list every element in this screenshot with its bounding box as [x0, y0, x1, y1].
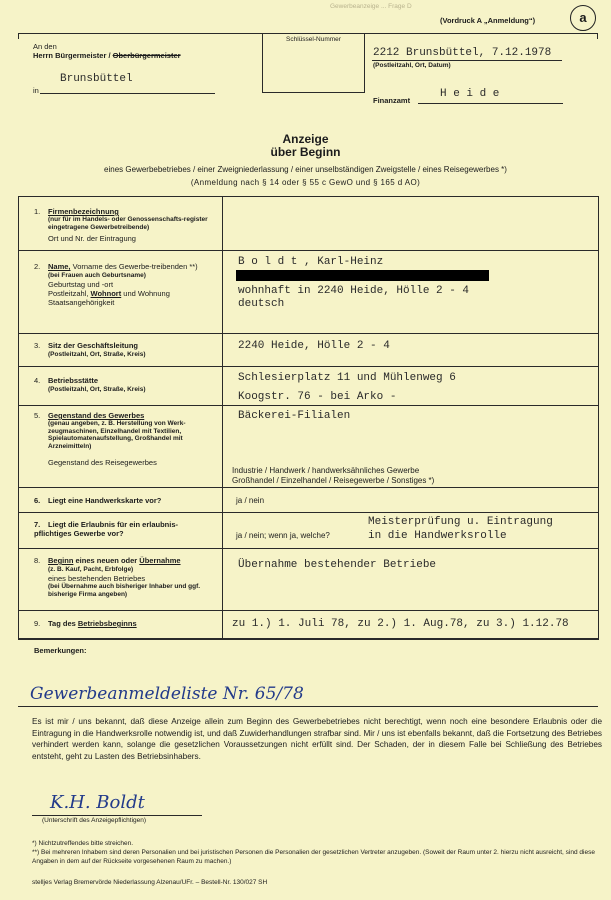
row-5-note: (genau angeben, z. B. Herstellung von Werk-zeugmaschinen, Einzelhandel mit Textilien, Spielautomatenaufstellung, Großhandel mit Arzneimitteln): [48, 420, 186, 450]
an-den: An den: [33, 42, 57, 51]
row-2-geburt: Geburtstag und -ort: [48, 280, 114, 289]
schluessel-box[interactable]: [262, 33, 365, 93]
row-7-label: [34, 520, 214, 538]
row-2-staat: Staatsangehörigkeit: [48, 298, 115, 307]
row-6-title: Liegt eine Handwerkskarte vor?: [48, 496, 162, 505]
row-2-label: [34, 262, 214, 307]
row-2-rest: Vorname des Gewerbe-treibenden **): [70, 262, 198, 271]
title-anzeige: Anzeige: [282, 132, 329, 146]
recipient-struck: Oberbürgermeister: [112, 51, 181, 60]
row-9-num: 9.: [34, 619, 41, 628]
answer-betrieb-2[interactable]: Koogstr. 76 - bei Arko -: [238, 391, 397, 403]
row-3-title: Sitz der Geschäftsleitung: [48, 341, 139, 350]
answer-q7-prefix[interactable]: ja / nein; wenn ja, welche?: [236, 531, 330, 540]
row-sep-4: [18, 405, 598, 406]
row-8-title2: Übernahme: [139, 556, 181, 565]
finanzamt-label: Finanzamt: [373, 96, 411, 105]
row-1-label: [34, 207, 214, 243]
row-8-label: [34, 556, 216, 599]
answer-gegenstand[interactable]: Bäckerei-Filialen: [238, 410, 351, 422]
row-4-title: Betriebsstätte: [48, 376, 99, 385]
place-date-value: 2212 Brunsbüttel, 7.12.1978: [373, 47, 552, 59]
footnote-1: *) Nichtzutreffendes bitte streichen.: [32, 840, 134, 847]
row-sep-5: [18, 487, 598, 488]
row-8-title: Beginn: [48, 556, 74, 565]
row-8-extra: eines bestehenden Betriebes: [48, 574, 146, 583]
row-2-wohn: [34, 289, 214, 298]
schluessel-label: Schlüssel-Nummer: [286, 36, 341, 43]
bemerkungen-bottom-line: [18, 706, 598, 707]
title-sub2: (Anmeldung nach § 14 oder § 55 c GewO und § 165 d AO): [190, 178, 421, 187]
row-sep-1: [18, 250, 598, 251]
answer-betrieb-1[interactable]: Schlesierplatz 11 und Mühlenweg 6: [238, 372, 456, 384]
answer-q8[interactable]: Übernahme bestehender Betriebe: [238, 559, 437, 571]
answer-name[interactable]: B o l d t , Karl-Heinz: [238, 256, 384, 268]
row-sep-9: [18, 638, 598, 639]
row-8-num: 8.: [34, 556, 41, 565]
signature-caption: (Unterschrift des Anzeigepflichtigen): [42, 817, 147, 824]
form-badge: a: [570, 5, 596, 31]
row-8-note2: (bei Übernahme auch bisheriger Inhaber und ggf. bisherige Firma angeben): [48, 583, 201, 598]
column-divider: [222, 196, 223, 638]
row-5-extra: Gegenstand des Reisegewerbes: [48, 458, 157, 467]
row-2-plz: Postleitzahl,: [48, 289, 91, 298]
answer-q6[interactable]: ja / nein: [236, 496, 265, 505]
row-6-label: [34, 496, 214, 505]
row-5-label: [34, 411, 214, 467]
row-sep-3: [18, 366, 598, 367]
row-6-num: 6.: [34, 496, 41, 505]
row-2-note: (bei Frauen auch Geburtsname): [48, 272, 146, 279]
row-8-note: (z. B. Kauf, Pacht, Erbfolge): [48, 566, 134, 573]
row-7-title: Liegt die Erlaubnis für ein erlaubnis-pflichtiges Gewerbe vor?: [34, 520, 179, 538]
finanzamt-underline: [418, 103, 563, 104]
row-4-note: (Postleitzahl, Ort, Straße, Kreis): [48, 386, 146, 393]
footnote-2: **) Bei mehreren Inhabern sind deren Personalien und bei juristischen Personen die Personalien der gesetzlichen Vertreter anzugeben. (Soweit der Raum unter 2. hierzu nicht ausreicht, sind diese Angaben in dem auf der Rückseite vorgesehenen Raum zu machen.): [32, 849, 595, 865]
row-5-title: Gegenstand des Gewerbes: [48, 411, 145, 420]
row-9-label: [34, 619, 214, 628]
row-sep-6: [18, 512, 598, 513]
row-2-title: Name,: [48, 262, 71, 271]
city-underline: [40, 93, 215, 94]
row-1-num: 1.: [34, 207, 41, 216]
row-2-wohnung: und Wohnung: [121, 289, 170, 298]
row-2-num: 2.: [34, 262, 41, 271]
answer-sitz[interactable]: 2240 Heide, Hölle 2 - 4: [238, 340, 390, 352]
answer-q7-line1[interactable]: Meisterprüfung u. Eintragung: [368, 516, 553, 528]
faint-header-text: Gewerbeanzeige ... Frage D: [330, 3, 412, 10]
publisher-line: stelljes Verlag Bremervörde Niederlassung Alzenau/UFr. – Bestell-Nr. 130/027 SH: [32, 879, 268, 886]
answer-staat[interactable]: deutsch: [238, 298, 285, 310]
row-sep-7: [18, 548, 598, 549]
answer-q9[interactable]: zu 1.) 1. Juli 78, zu 2.) 1. Aug.78, zu 3.) 1.12.78: [232, 618, 569, 630]
vordruck-label: (Vordruck A „Anmeldung“): [440, 16, 536, 25]
row-3-label: [34, 341, 214, 359]
finanzamt-value: H e i d e: [440, 88, 500, 100]
redaction-bar: [236, 270, 489, 281]
row-3-note: (Postleitzahl, Ort, Straße, Kreis): [48, 351, 146, 358]
title-sub1: eines Gewerbebetriebes / einer Zweigniederlassung / einer unselbständigen Zweigstelle / eines Reisegewerbes *): [104, 165, 507, 174]
place-date-caption: (Postleitzahl, Ort, Datum): [373, 62, 451, 69]
answer-q7-line2[interactable]: in die Handwerksrolle: [368, 530, 507, 542]
row-4-num: 4.: [34, 376, 41, 385]
row-5-num: 5.: [34, 411, 41, 420]
row-sep-2: [18, 333, 598, 334]
answer-reise-1[interactable]: Industrie / Handwerk / handwerksähnliches Gewerbe: [232, 466, 420, 475]
frame-corner-right: [597, 33, 598, 39]
in-label: in: [33, 86, 39, 95]
bemerkungen-label: Bemerkungen:: [34, 646, 87, 655]
answer-reise-2[interactable]: Großhandel / Einzelhandel / Reisegewerbe / Sonstiges *): [232, 476, 435, 485]
row-4-label: [34, 376, 214, 394]
row-2-wohnort: Wohnort: [90, 289, 122, 298]
place-date-underline: [372, 60, 562, 61]
legal-statement: Es ist mir / uns bekannt, daß diese Anzeige allein zum Beginn des Gewerbebetriebes nicht berechtigt, wenn noch eine besondere Erlaubnis oder die Eintragung in die Handwerksrolle notwendig ist, und daß Zuwiderhandlungen strafbar sind. Mir / uns ist ebenfalls bekannt, daß die Fortsetzung des Betriebes verhindert werden kann, solange die gesetzlichen Voraussetzungen nicht erfüllt sind. Der Schaden, der in diesem Falle bei Schließung des Betriebes entsteht, geht zu Lasten des Betriebsinhabers.: [32, 717, 602, 761]
row-9-title: Tag des: [48, 619, 78, 628]
title-ueber-beginn: über Beginn: [270, 145, 341, 159]
row-8-rest: eines neuen oder: [73, 556, 140, 565]
answer-wohnort[interactable]: wohnhaft in 2240 Heide, Hölle 2 - 4: [238, 285, 470, 297]
row-1-note: (nur für im Handels- oder Genossenschafts-register eingetragene Gewerbetreibende): [48, 216, 208, 231]
frame-corner-left: [18, 33, 19, 39]
row-sep-8: [18, 610, 598, 611]
row-1-title: Firmenbezeichnung: [48, 207, 119, 216]
city-value: Brunsbüttel: [60, 73, 133, 85]
row-1-extra: Ort und Nr. der Eintragung: [48, 234, 136, 243]
recipient-buergermeister: Herrn Bürgermeister /: [33, 51, 113, 60]
row-3-num: 3.: [34, 341, 41, 350]
handwritten-list-note: Gewerbeanmeldeliste Nr. 65/78: [30, 684, 304, 704]
row-7-num: 7.: [34, 520, 41, 529]
row-9-title2: Betriebsbeginns: [77, 619, 137, 628]
signature-line: [32, 815, 202, 816]
signature: K.H. Boldt: [50, 792, 145, 813]
recipient-line: [33, 51, 181, 60]
